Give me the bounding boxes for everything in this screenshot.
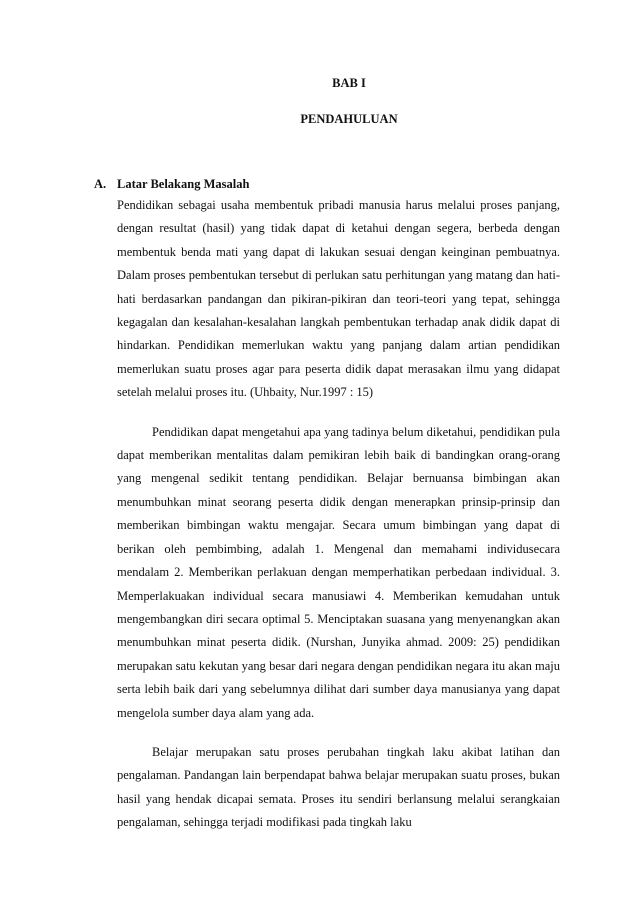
paragraph-1: Pendidikan sebagai usaha membentuk pribadi manusia harus melalui proses panjang, dengan resultat (hasil) yang tidak dapat di ketahui dengan segera, berbeda dengan membentuk benda mati yang dapat di lakukan sesuai dengan keinginan pembuatnya. Dalam proses pembentukan tersebut di perlukan satu perhitungan yang matang dan hati-hati berdasarkan pandangan dan pikiran-pikiran dan teori-teori yang tepat, sehingga kegagalan dan kesalahan-kesalahan langkah pembentukan terhadap anak didik dapat di hindarkan. Pendidikan memerlukan waktu yang panjang dalam artian pendidikan memerlukan suatu proses agar para peserta didik dapat merasakan ilmu yang didapat setelah melalui proses itu. (Uhbaity, Nur.1997 : 15) [117, 198, 560, 400]
chapter-number: BAB I [332, 76, 366, 90]
section-heading [94, 177, 249, 192]
chapter-title: PENDAHULUAN [300, 112, 398, 126]
paragraph-2: Pendidikan dapat mengetahui apa yang tadinya belum diketahui, pendidikan pula dapat memberikan mentalitas dalam pemikiran lebih baik di bandingkan orang-orang yang mengenal sedikit tentang pendidikan. Belajar bernuansa bimbingan akan menumbuhkan minat seorang peserta didik dengan menerapkan prinsip-prinsip dan memberikan bimbingan waktu mengajar. Secara umum bimbingan yang dapat di berikan oleh pembimbing, adalah 1. Mengenal dan memahami individusecara mendalam 2. Memberikan perlakuan dengan memperhatikan perbedaan individual. 3. Memperlakuakan individual secara manusiawi 4. Memberikan kemudahan untuk mengembangkan diri secara optimal 5. Menciptakan suasana yang menyenangkan akan menumbuhkan minat peserta didik. (Nurshan, Junyika ahmad. 2009: 25) pendidikan merupakan satu kekutan yang besar dari negara dengan pendidikan negara itu akan maju serta lebih baik dari yang sebelumnya dilihat dari sumber daya manusianya yang dapat mengelola sumber daya alam yang ada. [117, 424, 560, 720]
section-letter: A. [94, 177, 107, 191]
paragraph-3: Belajar merupakan satu proses perubahan tingkah laku akibat latihan dan pengalaman. Pandangan lain berpendapat bahwa belajar merupakan suatu proses, bukan hasil yang hendak dicapai semata. Proses itu sendiri berlansung melalui serangkaian pengalaman, sehingga terjadi modifikasi pada tingkah laku [117, 744, 560, 830]
section-title: Latar Belakang Masalah [117, 177, 250, 191]
body-text [117, 194, 560, 835]
